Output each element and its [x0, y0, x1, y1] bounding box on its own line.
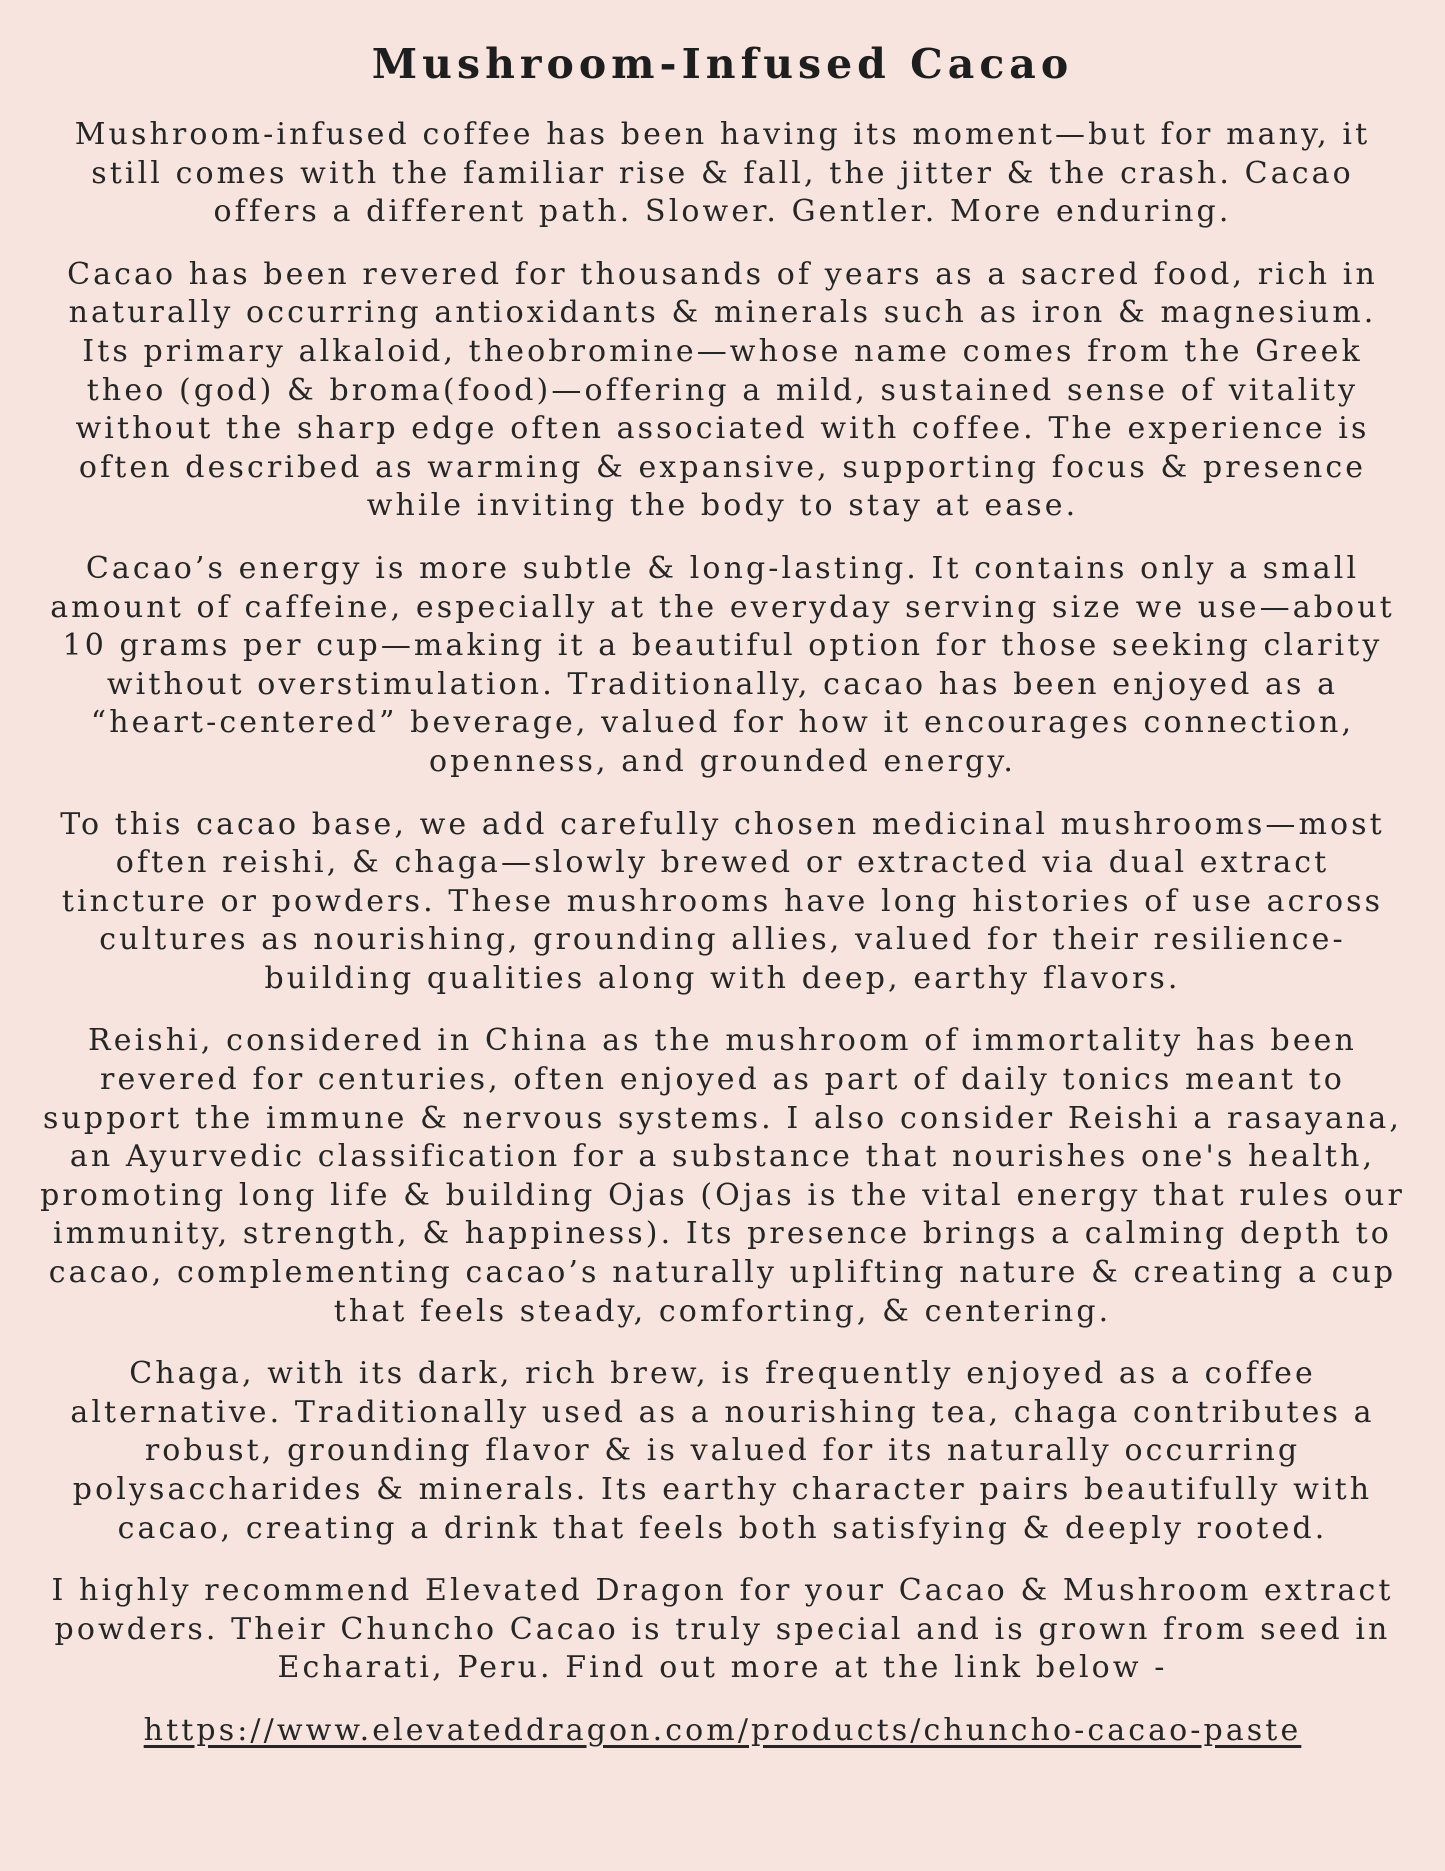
paragraph-cacao-history: Cacao has been revered for thousands of years as a sacred food, rich in naturally occurring antioxidants & minerals such as iron & magnesium. Its primary alkaloid, theobromine—whose name comes from the Greek theo (god) & broma(food)—offering a mild, sustained sense of vitality without the sharp edge often associated with coffee. The experience is often described as warming & expansive, supporting focus & presence while inviting the body to stay at ease.: [67, 256, 1378, 524]
paragraph-recommendation: I highly recommend Elevated Dragon for your Cacao & Mushroom extract powders. Their Chuncho Cacao is truly special and is grown from seed in Echarati, Peru. Find out more at the link below -: [51, 1573, 1394, 1686]
paragraph-mushroom-base: To this cacao base, we add carefully chosen medicinal mushrooms—most often reishi, & chaga—slowly brewed or extracted via dual extract tincture or powders. These mushrooms have long histories of use across cultures as nourishing, grounding allies, valued for their resilience-building qualities along with deep, earthy flavors.: [60, 806, 1385, 996]
paragraph-chaga: Chaga, with its dark, rich brew, is frequently enjoyed as a coffee alternative. Traditionally used as a nourishing tea, chaga contributes a robust, grounding flavor & is valued for its naturally occurring polysaccharides & minerals. Its earthy character pairs beautifully with cacao, creating a drink that feels both satisfying & deeply rooted.: [70, 1356, 1375, 1546]
product-link[interactable]: https://www.elevateddragon.com/products/chuncho-cacao-paste: [143, 1712, 1302, 1748]
page-title: Mushroom-Infused Cacao: [371, 40, 1074, 88]
paragraph-intro: Mushroom-infused coffee has been having its moment—but for many, it still comes with the familiar rise & fall, the jitter & the crash. Cacao offers a different path. Slower. Gentler. More enduring.: [74, 117, 1371, 230]
paragraph-reishi: Reishi, considered in China as the mushroom of immortality has been revered for centuries, often enjoyed as part of daily tonics meant to support the immune & nervous systems. I also consider Reishi a rasayana, an Ayurvedic classification for a substance that nourishes one's health, promoting long life & building Ojas (Ojas is the vital energy that rules our immunity, strength, & happiness). Its presence brings a calming depth to cacao, complementing cacao’s naturally uplifting nature & creating a cup that feels steady, comforting, & centering.: [40, 1023, 1405, 1329]
link-container: [40, 1712, 1405, 1750]
paragraph-cacao-energy: Cacao’s energy is more subtle & long-lasting. It contains only a small amount of caffeine, especially at the everyday serving size we use—about 10 grams per cup—making it a beautiful option for those seeking clarity without overstimulation. Traditionally, cacao has been enjoyed as a “heart-centered” beverage, valued for how it encourages connection, openness, and grounded energy.: [50, 550, 1395, 779]
